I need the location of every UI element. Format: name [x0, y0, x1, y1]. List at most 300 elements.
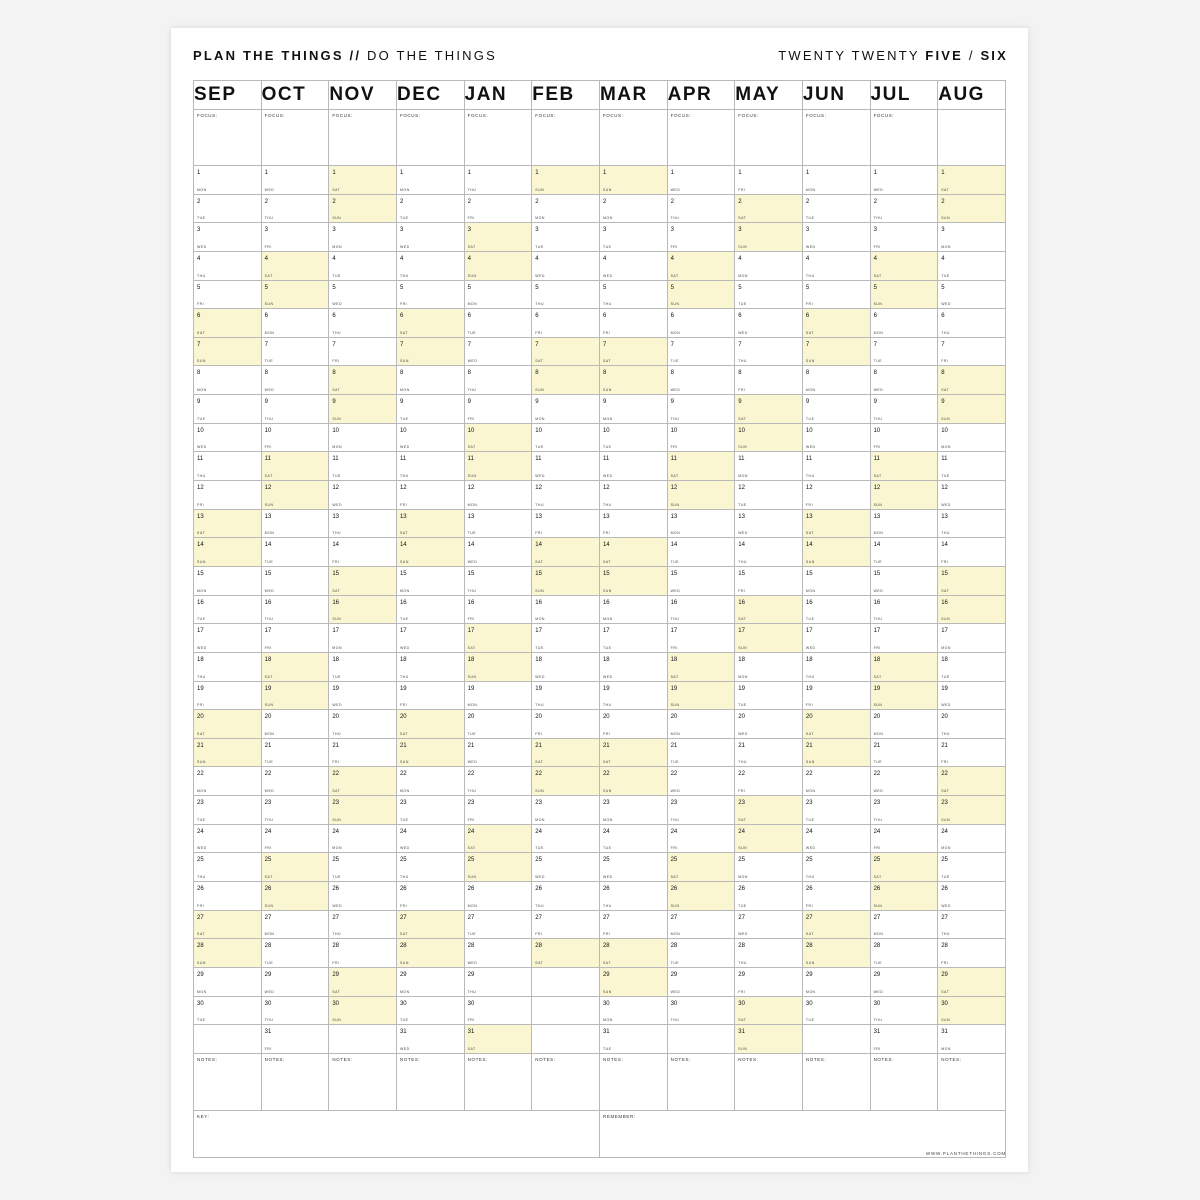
day-cell[interactable]: [329, 509, 397, 538]
focus-box-aug[interactable]: [938, 110, 1006, 166]
day-cell[interactable]: [802, 337, 870, 366]
day-cell[interactable]: [667, 738, 735, 767]
day-cell[interactable]: [735, 882, 803, 911]
day-cell[interactable]: [396, 853, 464, 882]
day-cell[interactable]: [667, 853, 735, 882]
day-cell[interactable]: [261, 910, 329, 939]
day-cell[interactable]: [464, 967, 532, 996]
day-cell[interactable]: [599, 595, 667, 624]
day-cell[interactable]: [261, 280, 329, 309]
day-cell[interactable]: [194, 910, 262, 939]
day-cell[interactable]: [464, 395, 532, 424]
day-cell[interactable]: [667, 595, 735, 624]
day-cell[interactable]: [194, 595, 262, 624]
day-cell[interactable]: [396, 395, 464, 424]
day-cell[interactable]: [532, 652, 600, 681]
day-cell[interactable]: [599, 853, 667, 882]
day-cell[interactable]: [532, 509, 600, 538]
day-cell[interactable]: [667, 967, 735, 996]
day-cell[interactable]: [464, 423, 532, 452]
day-cell[interactable]: [396, 710, 464, 739]
day-cell[interactable]: [599, 395, 667, 424]
day-cell[interactable]: [194, 967, 262, 996]
day-cell[interactable]: [464, 824, 532, 853]
day-cell[interactable]: [329, 538, 397, 567]
day-cell[interactable]: [802, 910, 870, 939]
day-cell[interactable]: [735, 366, 803, 395]
day-cell[interactable]: [194, 366, 262, 395]
day-cell[interactable]: [938, 681, 1006, 710]
day-cell[interactable]: [464, 194, 532, 223]
day-cell[interactable]: [194, 710, 262, 739]
day-cell[interactable]: [261, 251, 329, 280]
day-cell[interactable]: [261, 824, 329, 853]
day-cell[interactable]: [870, 824, 938, 853]
day-cell[interactable]: [802, 366, 870, 395]
day-cell[interactable]: [396, 624, 464, 653]
day-cell[interactable]: [261, 767, 329, 796]
day-cell[interactable]: [802, 595, 870, 624]
day-cell[interactable]: [396, 337, 464, 366]
day-cell[interactable]: [464, 366, 532, 395]
day-cell[interactable]: [464, 738, 532, 767]
day-cell[interactable]: [938, 738, 1006, 767]
day-cell[interactable]: [667, 309, 735, 338]
day-cell[interactable]: [802, 538, 870, 567]
day-cell[interactable]: [735, 681, 803, 710]
day-cell[interactable]: [938, 566, 1006, 595]
focus-box-jul[interactable]: [870, 110, 938, 166]
day-cell[interactable]: [329, 796, 397, 825]
day-cell[interactable]: [870, 939, 938, 968]
day-cell[interactable]: [938, 223, 1006, 252]
day-cell[interactable]: [870, 395, 938, 424]
day-cell[interactable]: [261, 194, 329, 223]
day-cell[interactable]: [735, 595, 803, 624]
day-cell[interactable]: [261, 538, 329, 567]
day-cell[interactable]: [194, 481, 262, 510]
day-cell[interactable]: [396, 967, 464, 996]
day-cell[interactable]: [464, 509, 532, 538]
day-cell[interactable]: [938, 595, 1006, 624]
day-cell[interactable]: [396, 251, 464, 280]
day-cell[interactable]: [735, 1025, 803, 1054]
focus-box-mar[interactable]: [599, 110, 667, 166]
day-cell[interactable]: [870, 996, 938, 1025]
day-cell[interactable]: [735, 538, 803, 567]
day-cell[interactable]: [396, 738, 464, 767]
day-cell[interactable]: [396, 481, 464, 510]
day-cell[interactable]: [938, 452, 1006, 481]
day-cell[interactable]: [396, 309, 464, 338]
day-cell[interactable]: [329, 194, 397, 223]
day-cell[interactable]: [261, 996, 329, 1025]
notes-box-jun[interactable]: [802, 1053, 870, 1110]
day-cell[interactable]: [329, 566, 397, 595]
day-cell[interactable]: [329, 280, 397, 309]
day-cell[interactable]: [870, 223, 938, 252]
day-cell[interactable]: [532, 194, 600, 223]
day-cell[interactable]: [802, 452, 870, 481]
day-cell[interactable]: [464, 853, 532, 882]
day-cell[interactable]: [329, 681, 397, 710]
day-cell[interactable]: [532, 767, 600, 796]
day-cell[interactable]: [194, 194, 262, 223]
day-cell[interactable]: [735, 337, 803, 366]
day-cell[interactable]: [802, 767, 870, 796]
day-cell[interactable]: [802, 824, 870, 853]
day-cell[interactable]: [667, 395, 735, 424]
day-cell[interactable]: [261, 423, 329, 452]
day-cell[interactable]: [532, 595, 600, 624]
day-cell[interactable]: [329, 395, 397, 424]
day-cell[interactable]: [329, 710, 397, 739]
day-cell[interactable]: [599, 452, 667, 481]
day-cell[interactable]: [735, 652, 803, 681]
day-cell[interactable]: [261, 882, 329, 911]
day-cell[interactable]: [599, 681, 667, 710]
day-cell[interactable]: [667, 710, 735, 739]
notes-box-feb[interactable]: [532, 1053, 600, 1110]
day-cell[interactable]: [802, 395, 870, 424]
day-cell[interactable]: [802, 681, 870, 710]
day-cell[interactable]: [194, 538, 262, 567]
day-cell[interactable]: [802, 251, 870, 280]
day-cell[interactable]: [396, 366, 464, 395]
day-cell[interactable]: [599, 366, 667, 395]
day-cell[interactable]: [464, 595, 532, 624]
day-cell[interactable]: [802, 882, 870, 911]
day-cell[interactable]: [329, 767, 397, 796]
day-cell[interactable]: [261, 223, 329, 252]
day-cell[interactable]: [938, 309, 1006, 338]
day-cell[interactable]: [329, 738, 397, 767]
day-cell[interactable]: [396, 452, 464, 481]
day-cell[interactable]: [870, 738, 938, 767]
day-cell[interactable]: [532, 566, 600, 595]
day-cell[interactable]: [396, 223, 464, 252]
day-cell[interactable]: [938, 882, 1006, 911]
day-cell[interactable]: [870, 366, 938, 395]
day-cell[interactable]: [667, 509, 735, 538]
day-cell[interactable]: [802, 309, 870, 338]
day-cell[interactable]: [532, 166, 600, 195]
day-cell[interactable]: [938, 767, 1006, 796]
day-cell[interactable]: [599, 166, 667, 195]
day-cell[interactable]: [261, 309, 329, 338]
day-cell[interactable]: [599, 481, 667, 510]
day-cell[interactable]: [464, 1025, 532, 1054]
day-cell[interactable]: [870, 710, 938, 739]
day-cell[interactable]: [870, 652, 938, 681]
day-cell[interactable]: [802, 509, 870, 538]
day-cell[interactable]: [464, 882, 532, 911]
day-cell[interactable]: [870, 1025, 938, 1054]
day-cell[interactable]: [938, 824, 1006, 853]
day-cell[interactable]: [464, 223, 532, 252]
day-cell[interactable]: [329, 481, 397, 510]
day-cell[interactable]: [870, 337, 938, 366]
day-cell[interactable]: [802, 423, 870, 452]
day-cell[interactable]: [599, 1025, 667, 1054]
day-cell[interactable]: [464, 624, 532, 653]
day-cell[interactable]: [938, 251, 1006, 280]
day-cell[interactable]: [532, 796, 600, 825]
day-cell[interactable]: [194, 939, 262, 968]
day-cell[interactable]: [464, 309, 532, 338]
day-cell[interactable]: [735, 194, 803, 223]
day-cell[interactable]: [261, 738, 329, 767]
day-cell[interactable]: [735, 481, 803, 510]
day-cell[interactable]: [396, 652, 464, 681]
day-cell[interactable]: [599, 996, 667, 1025]
day-cell[interactable]: [667, 337, 735, 366]
day-cell[interactable]: [194, 280, 262, 309]
day-cell[interactable]: [870, 853, 938, 882]
day-cell[interactable]: [735, 967, 803, 996]
day-cell[interactable]: [464, 996, 532, 1025]
day-cell[interactable]: [599, 309, 667, 338]
day-cell[interactable]: [194, 452, 262, 481]
day-cell[interactable]: [396, 538, 464, 567]
day-cell[interactable]: [938, 395, 1006, 424]
day-cell[interactable]: [464, 910, 532, 939]
day-cell[interactable]: [938, 910, 1006, 939]
day-cell[interactable]: [938, 509, 1006, 538]
day-cell[interactable]: [667, 681, 735, 710]
day-cell[interactable]: [194, 166, 262, 195]
day-cell[interactable]: [532, 395, 600, 424]
day-cell[interactable]: [532, 423, 600, 452]
day-cell[interactable]: [938, 796, 1006, 825]
day-cell[interactable]: [667, 194, 735, 223]
notes-box-nov[interactable]: [329, 1053, 397, 1110]
day-cell[interactable]: [667, 280, 735, 309]
day-cell[interactable]: [329, 853, 397, 882]
day-cell[interactable]: [396, 796, 464, 825]
day-cell[interactable]: [329, 423, 397, 452]
day-cell[interactable]: [870, 681, 938, 710]
day-cell[interactable]: [599, 939, 667, 968]
day-cell[interactable]: [194, 996, 262, 1025]
notes-box-mar[interactable]: [599, 1053, 667, 1110]
day-cell[interactable]: [396, 996, 464, 1025]
day-cell[interactable]: [261, 395, 329, 424]
day-cell[interactable]: [599, 796, 667, 825]
day-cell[interactable]: [938, 853, 1006, 882]
day-cell[interactable]: [396, 166, 464, 195]
day-cell[interactable]: [938, 337, 1006, 366]
day-cell[interactable]: [194, 796, 262, 825]
day-cell[interactable]: [329, 910, 397, 939]
day-cell[interactable]: [329, 882, 397, 911]
day-cell[interactable]: [532, 939, 600, 968]
day-cell[interactable]: [870, 910, 938, 939]
day-cell[interactable]: [532, 882, 600, 911]
day-cell[interactable]: [329, 824, 397, 853]
focus-box-feb[interactable]: [532, 110, 600, 166]
day-cell[interactable]: [329, 595, 397, 624]
day-cell[interactable]: [532, 280, 600, 309]
focus-box-apr[interactable]: [667, 110, 735, 166]
day-cell[interactable]: [329, 939, 397, 968]
day-cell[interactable]: [938, 710, 1006, 739]
day-cell[interactable]: [329, 652, 397, 681]
day-cell[interactable]: [667, 423, 735, 452]
day-cell[interactable]: [802, 194, 870, 223]
day-cell[interactable]: [329, 624, 397, 653]
day-cell[interactable]: [938, 1025, 1006, 1054]
focus-box-dec[interactable]: [396, 110, 464, 166]
day-cell[interactable]: [938, 481, 1006, 510]
day-cell[interactable]: [194, 566, 262, 595]
day-cell[interactable]: [329, 309, 397, 338]
day-cell[interactable]: [938, 366, 1006, 395]
day-cell[interactable]: [194, 309, 262, 338]
day-cell[interactable]: [261, 509, 329, 538]
day-cell[interactable]: [802, 796, 870, 825]
day-cell[interactable]: [870, 767, 938, 796]
day-cell[interactable]: [802, 853, 870, 882]
day-cell[interactable]: [870, 423, 938, 452]
day-cell[interactable]: [599, 566, 667, 595]
day-cell[interactable]: [261, 1025, 329, 1054]
day-cell[interactable]: [329, 452, 397, 481]
day-cell[interactable]: [735, 309, 803, 338]
day-cell[interactable]: [735, 509, 803, 538]
day-cell[interactable]: [329, 223, 397, 252]
day-cell[interactable]: [667, 824, 735, 853]
day-cell[interactable]: [599, 423, 667, 452]
day-cell[interactable]: [735, 853, 803, 882]
day-cell[interactable]: [735, 824, 803, 853]
day-cell[interactable]: [802, 223, 870, 252]
day-cell[interactable]: [261, 166, 329, 195]
day-cell[interactable]: [194, 767, 262, 796]
day-cell[interactable]: [396, 824, 464, 853]
day-cell[interactable]: [599, 337, 667, 366]
day-cell[interactable]: [464, 251, 532, 280]
day-cell[interactable]: [464, 767, 532, 796]
focus-box-oct[interactable]: [261, 110, 329, 166]
day-cell[interactable]: [532, 853, 600, 882]
notes-box-may[interactable]: [735, 1053, 803, 1110]
day-cell[interactable]: [261, 624, 329, 653]
day-cell[interactable]: [870, 595, 938, 624]
day-cell[interactable]: [802, 481, 870, 510]
day-cell[interactable]: [194, 423, 262, 452]
day-cell[interactable]: [667, 166, 735, 195]
day-cell[interactable]: [464, 652, 532, 681]
day-cell[interactable]: [667, 223, 735, 252]
day-cell[interactable]: [396, 194, 464, 223]
day-cell[interactable]: [735, 452, 803, 481]
notes-box-aug[interactable]: [938, 1053, 1006, 1110]
day-cell[interactable]: [464, 681, 532, 710]
day-cell[interactable]: [667, 882, 735, 911]
day-cell[interactable]: [396, 423, 464, 452]
day-cell[interactable]: [870, 481, 938, 510]
day-cell[interactable]: [464, 796, 532, 825]
day-cell[interactable]: [870, 882, 938, 911]
day-cell[interactable]: [261, 337, 329, 366]
key-box[interactable]: [194, 1110, 600, 1157]
day-cell[interactable]: [532, 824, 600, 853]
day-cell[interactable]: [667, 796, 735, 825]
day-cell[interactable]: [870, 309, 938, 338]
day-cell[interactable]: [261, 566, 329, 595]
day-cell[interactable]: [599, 910, 667, 939]
day-cell[interactable]: [802, 710, 870, 739]
day-cell[interactable]: [464, 710, 532, 739]
day-cell[interactable]: [329, 337, 397, 366]
day-cell[interactable]: [329, 996, 397, 1025]
day-cell[interactable]: [802, 738, 870, 767]
day-cell[interactable]: [735, 566, 803, 595]
day-cell[interactable]: [870, 566, 938, 595]
day-cell[interactable]: [194, 738, 262, 767]
day-cell[interactable]: [464, 566, 532, 595]
day-cell[interactable]: [599, 509, 667, 538]
day-cell[interactable]: [870, 452, 938, 481]
day-cell[interactable]: [667, 624, 735, 653]
day-cell[interactable]: [667, 652, 735, 681]
day-cell[interactable]: [870, 624, 938, 653]
day-cell[interactable]: [396, 280, 464, 309]
day-cell[interactable]: [194, 251, 262, 280]
day-cell[interactable]: [735, 738, 803, 767]
day-cell[interactable]: [261, 595, 329, 624]
day-cell[interactable]: [464, 481, 532, 510]
day-cell[interactable]: [870, 509, 938, 538]
day-cell[interactable]: [667, 452, 735, 481]
day-cell[interactable]: [194, 337, 262, 366]
day-cell[interactable]: [938, 166, 1006, 195]
day-cell[interactable]: [396, 1025, 464, 1054]
day-cell[interactable]: [532, 738, 600, 767]
day-cell[interactable]: [735, 280, 803, 309]
day-cell[interactable]: [938, 624, 1006, 653]
day-cell[interactable]: [532, 223, 600, 252]
day-cell[interactable]: [194, 624, 262, 653]
day-cell[interactable]: [938, 280, 1006, 309]
day-cell[interactable]: [194, 681, 262, 710]
day-cell[interactable]: [735, 166, 803, 195]
day-cell[interactable]: [938, 967, 1006, 996]
day-cell[interactable]: [194, 652, 262, 681]
day-cell[interactable]: [396, 882, 464, 911]
focus-box-sep[interactable]: [194, 110, 262, 166]
day-cell[interactable]: [532, 710, 600, 739]
day-cell[interactable]: [396, 767, 464, 796]
day-cell[interactable]: [802, 652, 870, 681]
day-cell[interactable]: [261, 967, 329, 996]
day-cell[interactable]: [599, 882, 667, 911]
day-cell[interactable]: [938, 652, 1006, 681]
day-cell[interactable]: [802, 967, 870, 996]
day-cell[interactable]: [261, 853, 329, 882]
day-cell[interactable]: [532, 538, 600, 567]
day-cell[interactable]: [329, 166, 397, 195]
day-cell[interactable]: [329, 967, 397, 996]
day-cell[interactable]: [599, 967, 667, 996]
day-cell[interactable]: [870, 538, 938, 567]
day-cell[interactable]: [802, 624, 870, 653]
day-cell[interactable]: [802, 566, 870, 595]
day-cell[interactable]: [667, 996, 735, 1025]
day-cell[interactable]: [735, 395, 803, 424]
day-cell[interactable]: [870, 194, 938, 223]
